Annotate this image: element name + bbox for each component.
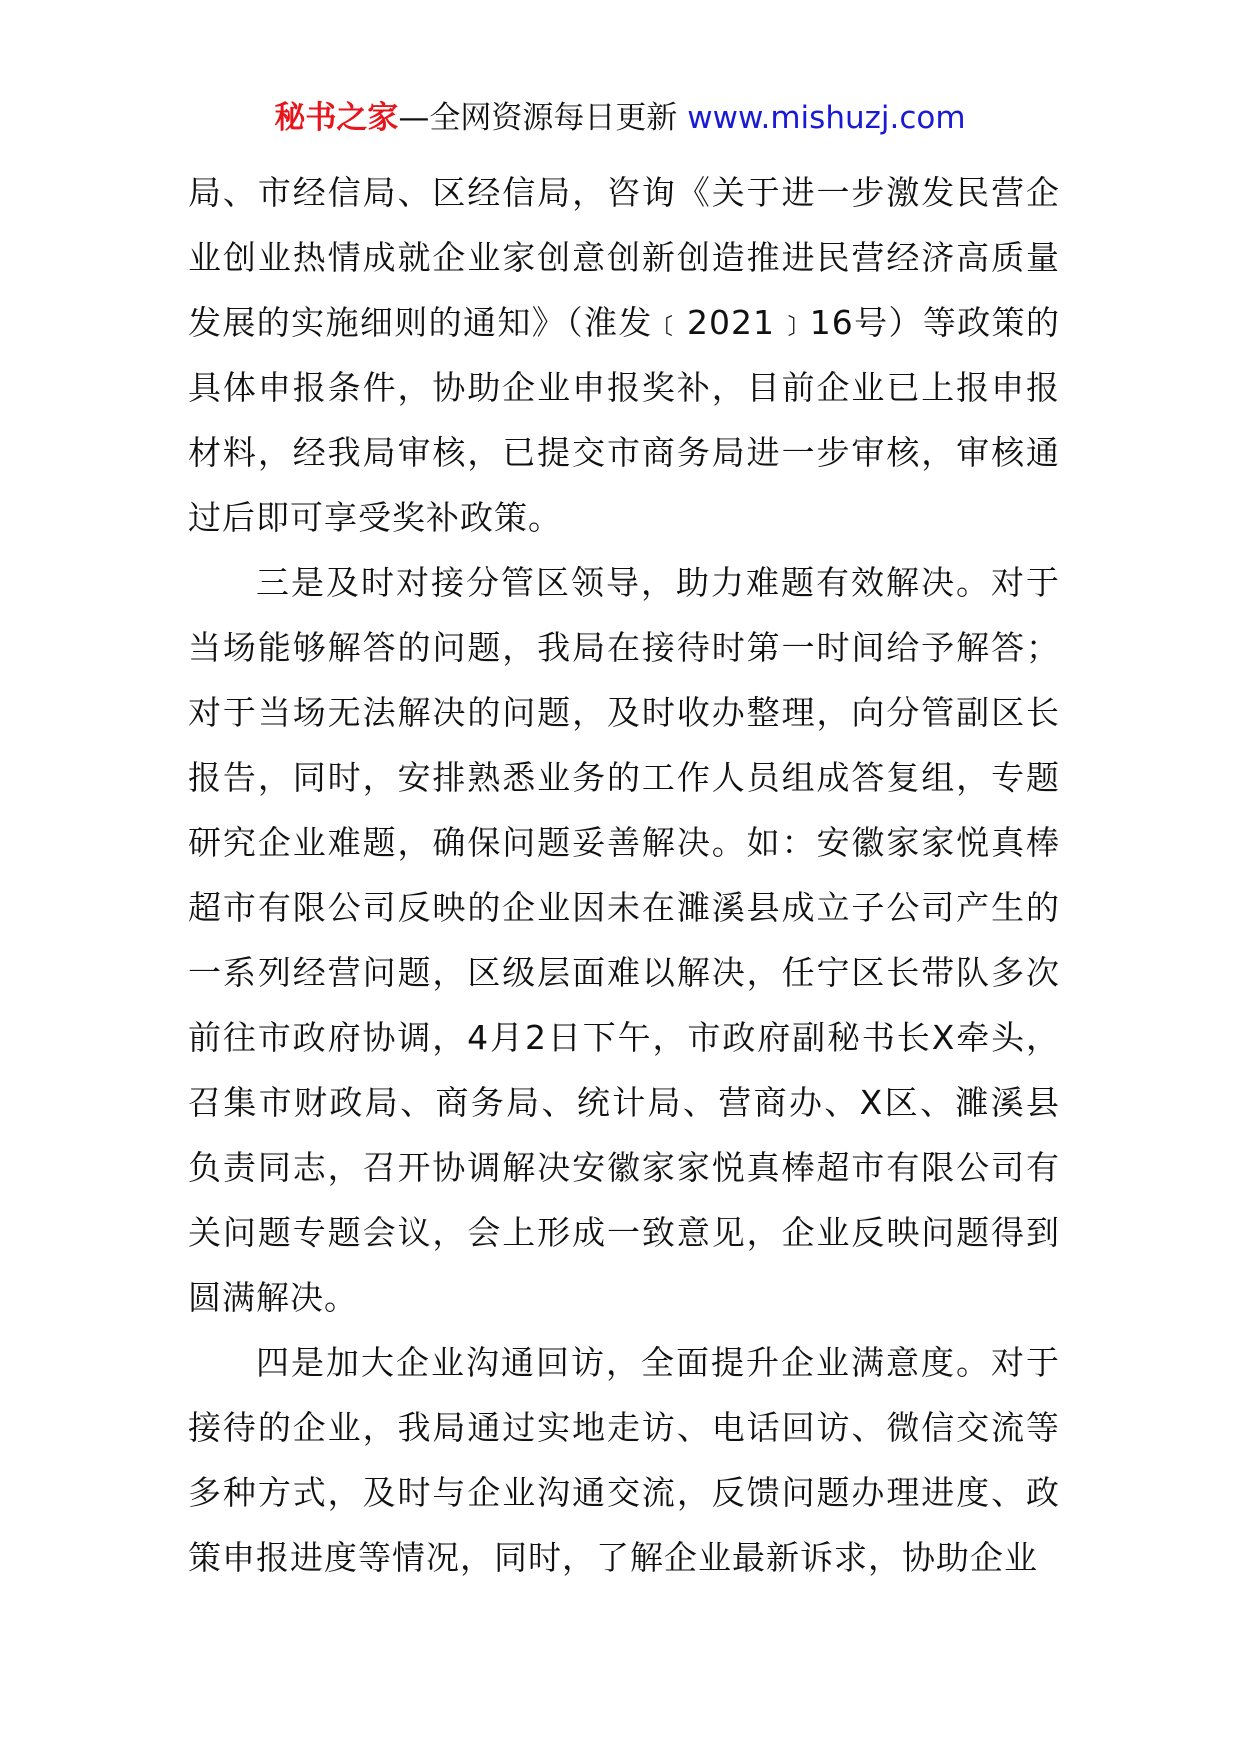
paragraph-lead: 三是及时对接分管区领导，助力难题有效解决。 <box>256 563 991 602</box>
paragraph-item-three <box>188 550 1060 1330</box>
site-url-link[interactable]: www.mishuzj.com <box>687 100 966 136</box>
paragraph-lead: 四是加大企业沟通回访，全面提升企业满意度。 <box>256 1343 991 1382</box>
paragraph-text: 对于当场能够解答的问题，我局在接待时第一时间给予解答；对于当场无法解决的问题，及时收办整理，向分管副区长报告，同时，安排熟悉业务的工作人员组成答复组，专题研究企业难题，确保问题妥善解决。如：安徽家家悦真棒超市有限公司反映的企业因未在濉溪县成立子公司产生的一系列经营问题，区级层面难以解决，任宁区长带队多次前往市政府协调，4月2日下午，市政府副秘书长X牵头，召集市财政局、商务局、统计局、营商办、X区、濉溪县负责同志，召开协调解决安徽家家悦真棒超市有限公司有关问题专题会议，会上形成一致意见，企业反映问题得到圆满解决。 <box>188 563 1060 1317</box>
header-tagline: —全网资源每日更新 <box>398 100 678 136</box>
paragraph-item-four <box>188 1330 1060 1590</box>
brand-name: 秘书之家 <box>274 100 399 136</box>
document-body <box>188 160 1060 1590</box>
paragraph-text: 局、市经信局、区经信局，咨询《关于进一步激发民营企业创业热情成就企业家创意创新创造推进民营经济高质量发展的实施细则的通知》（淮发﹝2021﹞16号）等政策的具体申报条件，协助企业申报奖补，目前企业已上报申报材料，经我局审核，已提交市商务局进一步审核，审核通过后即可享受奖补政策。 <box>188 173 1060 537</box>
paragraph-text: 对于接待的企业，我局通过实地走访、电话回访、微信交流等多种方式，及时与企业沟通交流，反馈问题办理进度、政策申报进度等情况，同时，了解企业最新诉求，协助企业 <box>188 1343 1060 1577</box>
paragraph-continuation <box>188 160 1060 550</box>
site-header <box>0 96 1240 140</box>
